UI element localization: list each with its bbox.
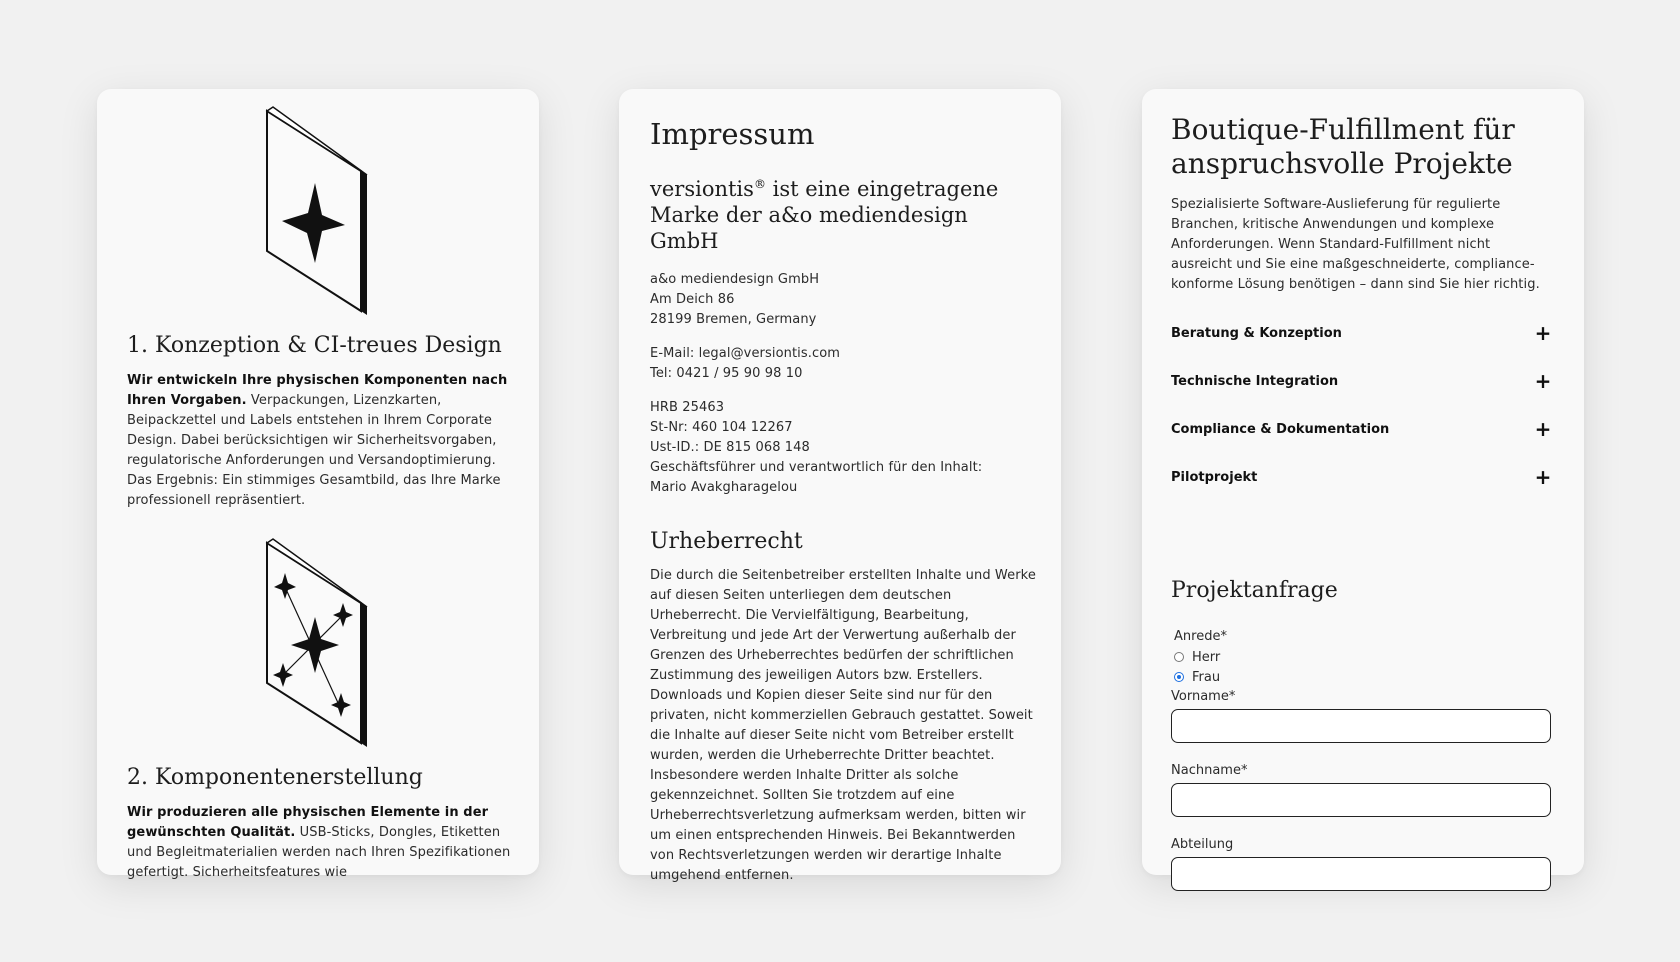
salutation-label: Anrede*	[1174, 629, 1227, 644]
sparkle-card-illustration-icon	[257, 103, 377, 313]
radio-herr[interactable]	[1174, 652, 1184, 662]
legal-line: HRB 25463	[650, 400, 725, 415]
service-accordion	[1171, 309, 1553, 501]
accordion-item-compliance[interactable]	[1171, 405, 1553, 453]
firstname-label: Vorname*	[1171, 689, 1236, 704]
legal-line: St-Nr: 460 104 12267	[650, 420, 793, 435]
email-line[interactable]: E-Mail: legal@versiontis.com	[650, 346, 841, 361]
copyright-heading: Urheberrecht	[650, 529, 803, 554]
step-2-heading: 2. Komponentenerstellung	[127, 765, 423, 790]
legal-line: Ust-ID.: DE 815 068 148	[650, 440, 810, 455]
accordion-label: Compliance & Dokumentation	[1171, 421, 1390, 437]
salutation-option-frau[interactable]	[1174, 667, 1553, 687]
project-request-heading: Projektanfrage	[1171, 578, 1338, 603]
plus-icon[interactable]: +	[1534, 321, 1552, 345]
impressum-card	[619, 89, 1061, 883]
radio-label: Herr	[1192, 649, 1221, 665]
impressum-title: Impressum	[650, 117, 815, 151]
lastname-input[interactable]	[1171, 783, 1551, 817]
accordion-item-pilot[interactable]	[1171, 453, 1553, 501]
fulfillment-description: Spezialisierte Software-Auslieferung für regulierte Branchen, kritische Anwendungen und komplexe Anforderungen. Wenn Standard-Fulfillment nicht ausreicht und Sie eine maßgeschneiderte, compliance-konforme Lösung benötigen – dann sind Sie hier richtig.	[1171, 197, 1540, 292]
process-card	[97, 89, 539, 880]
brand-statement-rest: ist eine eingetragene Marke der a&o mediendesign GmbH	[650, 177, 999, 253]
plus-icon[interactable]: +	[1534, 417, 1552, 441]
department-input[interactable]	[1171, 857, 1551, 891]
brand-statement	[650, 171, 1040, 254]
salutation-group	[1171, 627, 1553, 687]
plus-icon[interactable]: +	[1534, 465, 1552, 489]
company-contact	[650, 344, 1040, 384]
step-1-body: Verpackungen, Lizenzkarten, Beipackzettel und Labels entstehen in Ihrem Corporate Design. Dabei berücksichtigen wir Sicherheitsvorgaben, regulatorische Anforderungen und Versandoptimierung. Das Ergebnis: Ein stimmiges Gesamtbild, das Ihre Marke professionell repräsentiert.	[127, 393, 501, 508]
multi-sparkle-card-illustration-icon	[257, 535, 377, 745]
step-1-text	[127, 371, 511, 511]
accordion-label: Beratung & Konzeption	[1171, 325, 1342, 341]
accordion-label: Technische Integration	[1171, 373, 1339, 389]
step-2-body: USB-Sticks, Dongles, Etiketten und Begleitmaterialien werden nach Ihren Spezifikationen gefertigt. Sicherheitsfeatures wie	[127, 825, 511, 880]
plus-icon[interactable]: +	[1534, 369, 1552, 393]
radio-label: Frau	[1192, 669, 1221, 685]
firstname-input[interactable]	[1171, 709, 1551, 743]
registered-mark: ®	[753, 177, 766, 191]
address-line: 28199 Bremen, Germany	[650, 312, 817, 327]
salutation-option-herr[interactable]	[1174, 647, 1553, 667]
company-legal	[650, 398, 1040, 498]
company-address	[650, 270, 1040, 330]
accordion-item-integration[interactable]	[1171, 357, 1553, 405]
step-2-lead: Wir produzieren alle physischen Elemente in der gewünschten Qualität.	[127, 805, 489, 840]
step-2-text	[127, 803, 511, 883]
radio-frau[interactable]	[1174, 672, 1184, 682]
step-1-lead: Wir entwickeln Ihre physischen Komponenten nach Ihren Vorgaben.	[127, 373, 508, 408]
fulfillment-content	[1171, 113, 1553, 909]
step-1-heading: 1. Konzeption & CI-treues Design	[127, 333, 502, 358]
accordion-item-beratung[interactable]	[1171, 309, 1553, 357]
project-request-form	[1171, 627, 1553, 891]
phone-line[interactable]: Tel: 0421 / 95 90 98 10	[650, 366, 803, 381]
impressum-content	[650, 117, 1040, 886]
fulfillment-card	[1142, 89, 1584, 875]
department-label: Abteilung	[1171, 837, 1234, 852]
copyright-text: Die durch die Seitenbetreiber erstellten Inhalte und Werke auf diesen Seiten unterliegen dem deutschen Urheberrecht. Die Vervielfältigung, Bearbeitung, Verbreitung und jede Art der Verwertung außerhalb der Grenzen des Urheberrechtes bedürfen der schriftlichen Zustimmung des jeweiligen Autors bzw. Erstellers. Downloads und Kopien dieser Seite sind nur für den privaten, nicht kommerziellen Gebrauch gestattet. Soweit die Inhalte auf dieser Seite nicht vom Betreiber erstellt wurden, werden die Urheberrechte Dritter beachtet. Insbesondere werden Inhalte Dritter als solche gekennzeichnet. Sollten Sie trotzdem auf eine Urheberrechtsverletzung aufmerksam werden, bitten wir um einen entsprechenden Hinweis. Bei Bekanntwerden von Rechtsverletzungen werden wir derartige Inhalte umgehend entfernen.	[650, 568, 1036, 883]
fulfillment-title: Boutique-Fulfillment für anspruchsvolle Projekte	[1171, 113, 1515, 180]
legal-line: Geschäftsführer und verantwortlich für den Inhalt:	[650, 460, 983, 475]
lastname-label: Nachname*	[1171, 763, 1248, 778]
address-line: Am Deich 86	[650, 292, 735, 307]
accordion-label: Pilotprojekt	[1171, 469, 1258, 485]
address-line: a&o mediendesign GmbH	[650, 272, 820, 287]
legal-line: Mario Avakgharagelou	[650, 480, 798, 495]
brand-name: versiontis	[650, 177, 754, 201]
